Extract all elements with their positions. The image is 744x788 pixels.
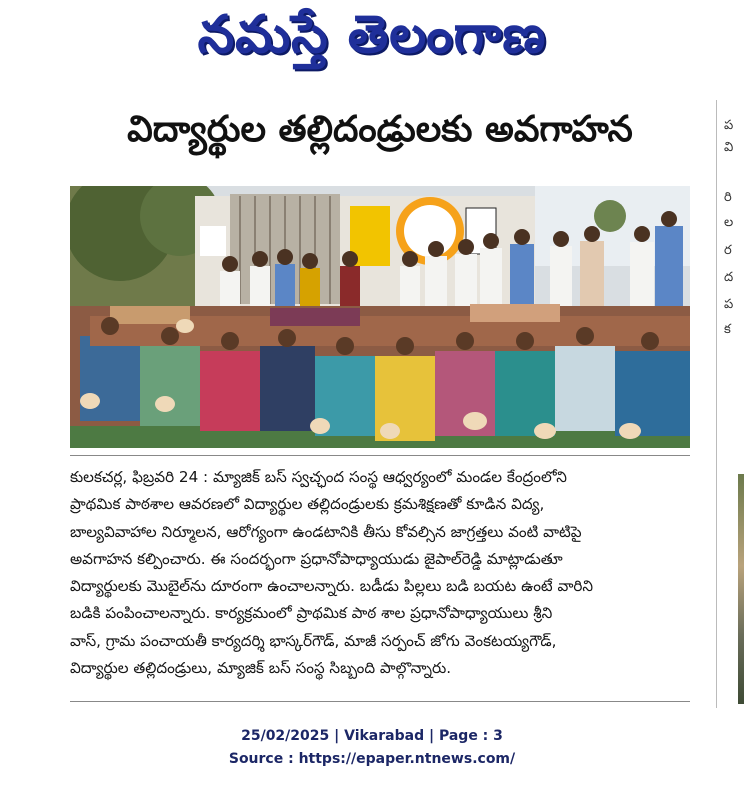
adjacent-column-fragment: ప bbox=[724, 297, 734, 312]
body-line: వాస్, గ్రామ పంచాయతీ కార్యదర్శి భాస్కర్‌గౌడ్, మాజీ సర్పంచ్ జోగు వెంకటయ్యగౌడ్, bbox=[70, 631, 557, 650]
adjacent-column-fragment: ద bbox=[724, 270, 734, 285]
body-line: ప్రాథమిక పాఠశాల ఆవరణలో విద్యార్థుల తల్లిదండ్రులకు క్రమశిక్షణతో కూడిన విద్య, bbox=[70, 495, 545, 514]
adjacent-photo-edge bbox=[738, 474, 744, 704]
adjacent-column-fragment: వి bbox=[724, 140, 734, 155]
body-line: బడికి పంపించాలన్నారు. కార్యక్రమంలో ప్రాథమిక పాఠ శాల ప్రధానోపాధ్యాయులు శ్రీని bbox=[70, 604, 553, 623]
body-line: అవగాహన కల్పించారు. ఈ సందర్భంగా ప్రధానోపాధ్యాయుడు జైపాల్‌రెడ్డి మాట్లాడుతూ bbox=[70, 549, 563, 568]
adjacent-column-fragment: రి bbox=[724, 190, 732, 205]
body-line: బాల్యవివాహాల నిర్మూలన, ఆరోగ్యంగా ఉండటానికి తీసు కోవల్సిన జాగ్రత్తలు వంటి వాటిపై bbox=[70, 522, 582, 541]
divider-top bbox=[70, 455, 690, 456]
body-line: కులకచర్ల, ఫిబ్రవరి 24 : మ్యాజిక్ బస్ స్వచ్ఛంద సంస్థ ఆధ్వర్యంలో మండల కేంద్రంలోని bbox=[70, 468, 567, 486]
body-line: విద్యార్థుల తల్లిదండ్రులు, మ్యాజిక్ బస్ సంస్థ సిబ్బంది పాల్గొన్నారు. bbox=[70, 659, 452, 678]
body-line: విద్యార్థులకు మొబైల్‌ను దూరంగా ఉంచాలన్నారు. బడీడు పిల్లలు బడి బయట ఉంటే వారిని bbox=[70, 577, 594, 596]
edition-info: 25/02/2025 | Vikarabad | Page : 3 bbox=[241, 728, 503, 744]
adjacent-column-fragment: ప bbox=[724, 118, 734, 133]
adjacent-column-fragment: క bbox=[724, 322, 731, 337]
adjacent-column-fragment: ల bbox=[724, 215, 734, 230]
article-headline: విద్యార్థుల తల్లిదండ్రులకు అవగాహన bbox=[127, 109, 633, 150]
article-body bbox=[70, 464, 690, 682]
source-link[interactable]: Source : https://epaper.ntnews.com/ bbox=[228, 751, 516, 767]
divider-bottom bbox=[70, 701, 690, 702]
masthead-title: నమస్తే తెలంగాణ bbox=[197, 4, 547, 65]
newspaper-masthead bbox=[0, 6, 744, 76]
article-photo bbox=[70, 186, 690, 448]
adjacent-column-fragment: ర bbox=[724, 243, 732, 258]
